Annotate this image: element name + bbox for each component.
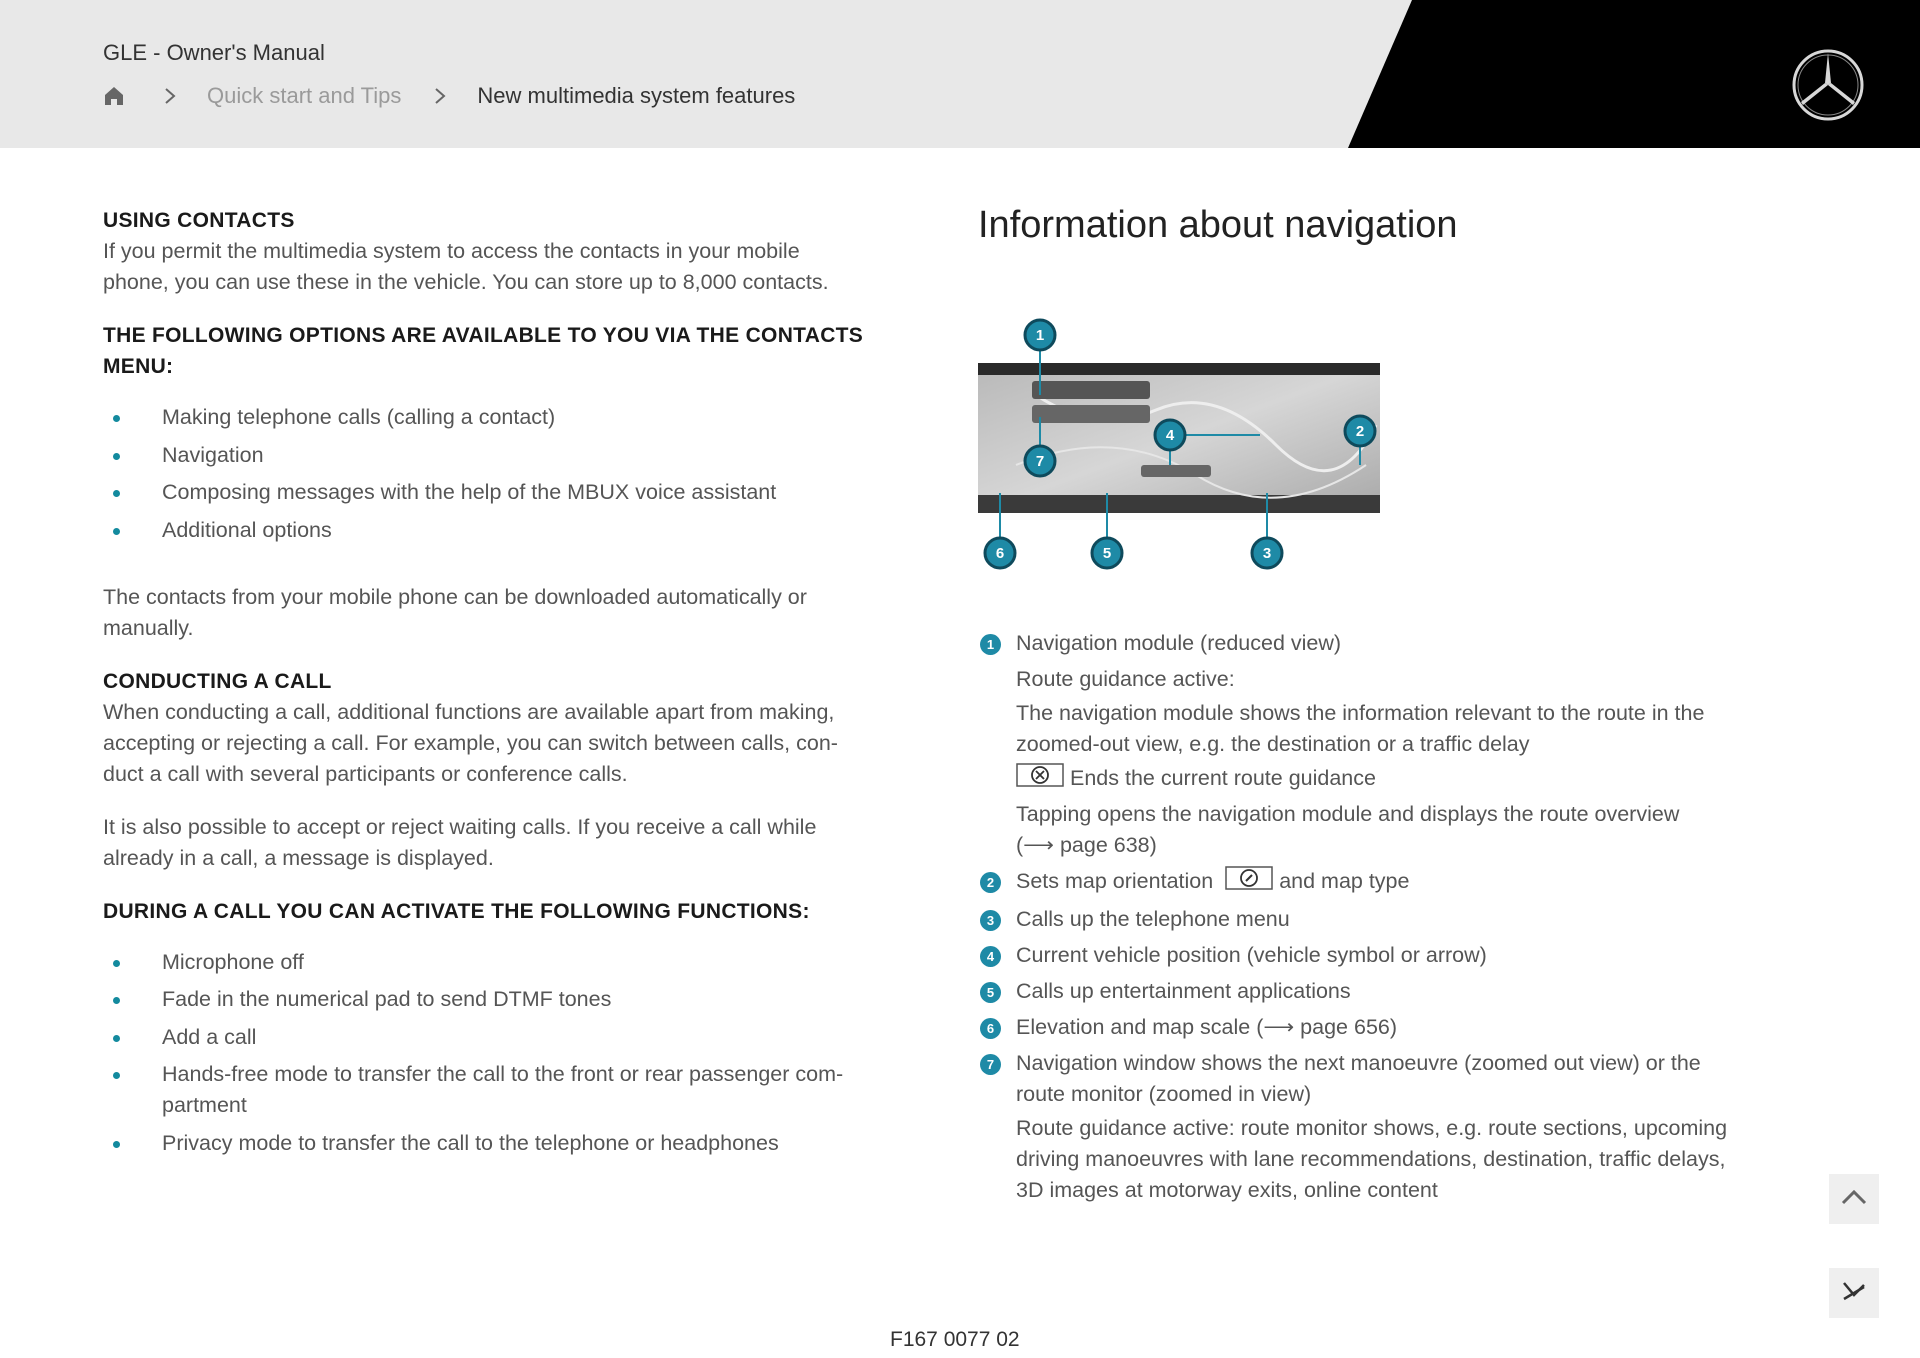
callout-6 — [985, 538, 1015, 568]
list-item: Navigation — [103, 440, 903, 471]
chevron-right-icon — [163, 85, 177, 107]
page-title: Information about navigation — [978, 204, 1458, 246]
legend-item-1: 1 Navigation module (reduced view) — [978, 628, 1798, 659]
callout-1 — [1025, 320, 1055, 350]
paragraph: When conducting a call, additional functions are available apart from making, accepting or rejecting a call. For example, you can switch between calls, con- duct a call with several participants or conference calls. — [103, 699, 838, 786]
callout-7 — [1025, 446, 1055, 476]
legend-subtext: zoomed-out view, e.g. the destination or a traffic delay — [1016, 732, 1530, 756]
breadcrumb-current: New multimedia system features — [477, 83, 796, 108]
legend-subtext: route monitor (zoomed in view) — [1016, 1082, 1312, 1106]
breadcrumb-link-quick-start[interactable]: Quick start and Tips — [207, 83, 402, 108]
legend-subtext: driving manoeuvres with lane recommendations, destination, traffic delays, — [1016, 1147, 1726, 1171]
figure-caption: F167 0077 02 — [890, 1328, 1020, 1351]
list-item: Privacy mode to transfer the call to the telephone or headphones — [103, 1128, 903, 1159]
paragraph: It is also possible to accept or reject waiting calls. If you receive a call while already in a call, a message is displayed. — [103, 814, 817, 870]
legend-subtext: Ends the current route guidance — [978, 763, 1798, 796]
svg-text:4: 4 — [1165, 427, 1175, 444]
callout-4 — [1155, 420, 1185, 450]
legend-subtext: Tapping opens the navigation module and displays the route overview — [1016, 802, 1680, 826]
list-item: Composing messages with the help of the MBUX voice assistant — [103, 477, 903, 508]
legend-subtext: The navigation module shows the information relevant to the route in the — [1016, 701, 1705, 725]
callout-2 — [1345, 416, 1375, 446]
svg-text:3: 3 — [1262, 545, 1272, 562]
legend-subtext: Route guidance active: — [1016, 667, 1235, 691]
cancel-route-icon — [1016, 763, 1064, 796]
chevron-up-icon — [1840, 1188, 1868, 1211]
figure-legend — [978, 628, 1798, 1206]
callout-5 — [1092, 538, 1122, 568]
compass-icon — [1225, 866, 1273, 899]
home-icon[interactable] — [103, 85, 125, 107]
legend-subtext: Route guidance active: route monitor shows, e.g. route sections, upcoming — [1016, 1116, 1728, 1140]
list-item: Making telephone calls (calling a contact) — [103, 402, 903, 433]
close-icon — [1840, 1279, 1868, 1308]
breadcrumb — [103, 83, 795, 109]
legend-item-4: 4 Current vehicle position (vehicle symbol or arrow) — [978, 940, 1798, 971]
legend-subtext: (⟶ page 638) — [1016, 833, 1157, 857]
legend-item-2: 2 Sets map orientation and map type — [978, 866, 1798, 899]
list-item: Fade in the numerical pad to send DTMF tones — [103, 984, 903, 1015]
section-heading-conducting-call: CONDUCTING A CALL — [103, 669, 332, 693]
list-item: Microphone off — [103, 947, 903, 978]
legend-item-5: 5 Calls up entertainment applications — [978, 976, 1798, 1007]
close-button[interactable] — [1829, 1268, 1879, 1318]
section-heading-using-contacts: USING CONTACTS — [103, 209, 295, 232]
legend-item-7: 7 Navigation window shows the next manoeuvre (zoomed out view) or the — [978, 1048, 1798, 1079]
left-column — [103, 205, 903, 1165]
functions-list — [103, 947, 903, 1159]
paragraph: If you permit the multimedia system to access the contacts in your mobile phone, you can use these in the vehicle. You can store up to 8,000 contacts. — [103, 239, 829, 294]
svg-text:1: 1 — [1035, 327, 1045, 344]
list-item: Add a call — [103, 1022, 903, 1053]
mercedes-star-icon — [1790, 47, 1866, 123]
svg-text:5: 5 — [1102, 545, 1112, 562]
legend-item-6: 6 Elevation and map scale (⟶ page 656) — [978, 1012, 1798, 1043]
chevron-right-icon — [433, 85, 447, 107]
svg-text:2: 2 — [1355, 423, 1365, 440]
scroll-up-button[interactable] — [1829, 1174, 1879, 1224]
section-heading-during-call: DURING A CALL YOU CAN ACTIVATE THE FOLLOWING FUNCTIONS: — [103, 899, 810, 923]
callout-3 — [1252, 538, 1282, 568]
legend-item-3: 3 Calls up the telephone menu — [978, 904, 1798, 935]
legend-subtext: 3D images at motorway exits, online content — [1016, 1178, 1438, 1202]
section-heading-options: THE FOLLOWING OPTIONS ARE AVAILABLE TO YOU VIA THE CONTACTS MENU: — [103, 324, 864, 378]
svg-text:7: 7 — [1035, 453, 1045, 470]
navigation-figure — [976, 315, 1386, 575]
options-list — [103, 402, 903, 546]
manual-title: GLE - Owner's Manual — [103, 40, 325, 65]
paragraph: The contacts from your mobile phone can be downloaded automatically or manually. — [103, 584, 807, 640]
list-item: Additional options — [103, 515, 903, 546]
list-item: Hands-free mode to transfer the call to the front or rear passenger com- partment — [103, 1059, 903, 1121]
svg-text:6: 6 — [995, 545, 1005, 562]
